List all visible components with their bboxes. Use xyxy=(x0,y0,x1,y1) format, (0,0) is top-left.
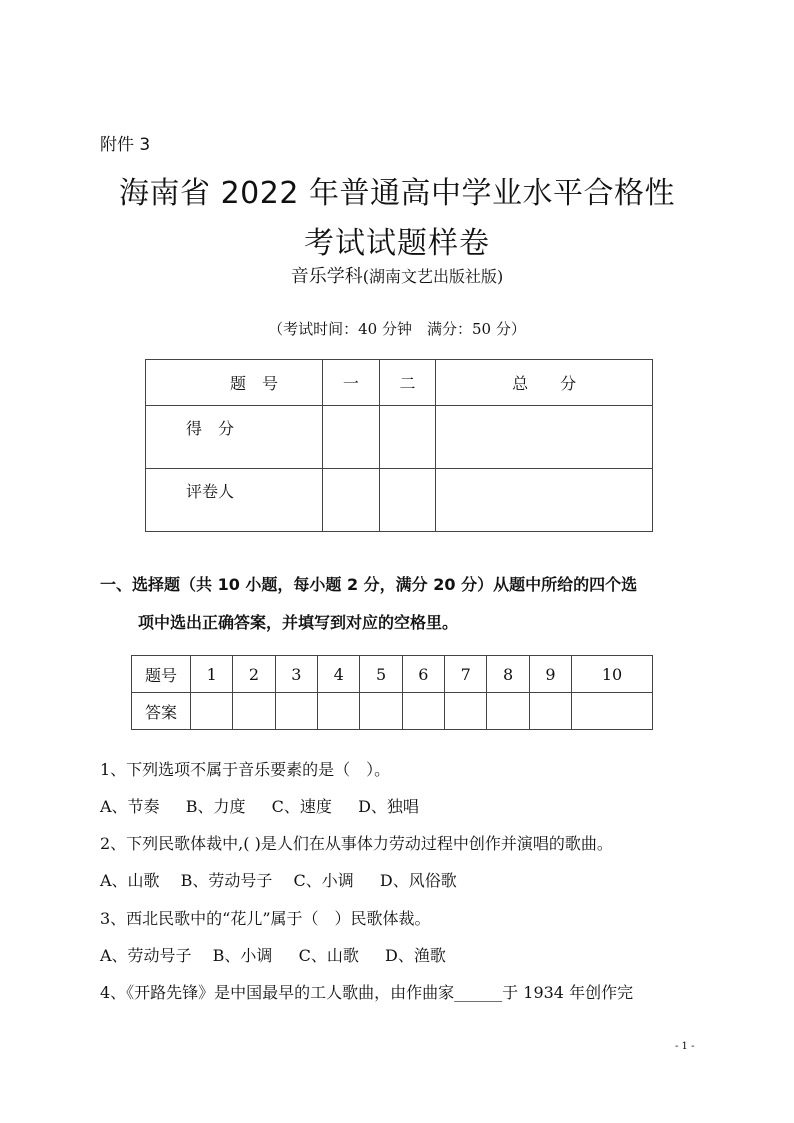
answer-cell[interactable] xyxy=(191,693,233,730)
attachment-label: 附件 3 xyxy=(100,135,151,155)
question-stem: 2、下列民歌体裁中,( )是人们在从事体力劳动过程中创作并演唱的歌曲。 xyxy=(100,834,613,853)
question-options: A、山歌 B、劳动号子 C、小调 D、风俗歌 xyxy=(100,871,457,890)
row-label: 评卷人 xyxy=(146,469,323,532)
answer-cell[interactable] xyxy=(402,693,444,730)
row-label: 答案 xyxy=(132,693,191,730)
header-cell: 总 分 xyxy=(436,360,653,406)
answer-cell[interactable] xyxy=(233,693,275,730)
score-table-header-row xyxy=(146,360,653,406)
answer-cell[interactable] xyxy=(275,693,317,730)
answer-cell[interactable] xyxy=(529,693,571,730)
publisher: (湖南文艺出版社版) xyxy=(362,267,504,286)
score-row xyxy=(146,406,653,469)
number-cell: 1 xyxy=(191,656,233,693)
answer-table-number-row xyxy=(132,656,653,693)
answer-cell[interactable] xyxy=(445,693,487,730)
section-heading-line: 项中选出正确答案，并填写到对应的空格里。 xyxy=(138,613,459,632)
score-cell[interactable] xyxy=(436,406,653,469)
score-cell[interactable] xyxy=(323,406,380,469)
answer-cell[interactable] xyxy=(487,693,529,730)
answer-cell[interactable] xyxy=(318,693,360,730)
number-cell: 7 xyxy=(445,656,487,693)
number-cell: 4 xyxy=(318,656,360,693)
score-cell[interactable] xyxy=(379,406,436,469)
subject-name: 音乐学科 xyxy=(290,266,363,287)
page-number: - 1 - xyxy=(675,1041,695,1052)
answer-table-answer-row xyxy=(132,693,653,730)
page-subtitle: 考试试题样卷 xyxy=(304,226,490,261)
number-cell: 8 xyxy=(487,656,529,693)
number-cell: 2 xyxy=(233,656,275,693)
grader-cell[interactable] xyxy=(323,469,380,532)
row-label: 题号 xyxy=(132,656,191,693)
exam-info: （考试时间：40 分钟 满分：50 分） xyxy=(268,320,526,338)
number-cell: 6 xyxy=(402,656,444,693)
question-options: A、节奏 B、力度 C、速度 D、独唱 xyxy=(100,797,419,816)
answer-cell[interactable] xyxy=(572,693,653,730)
grader-cell[interactable] xyxy=(379,469,436,532)
question-stem: 4、《开路先锋》是中国最早的工人歌曲，由作曲家______于 1934 年创作完 xyxy=(100,983,634,1002)
score-table xyxy=(145,359,653,532)
question-stem: 1、下列选项不属于音乐要素的是（ ）。 xyxy=(100,760,391,779)
number-cell: 9 xyxy=(529,656,571,693)
answer-cell[interactable] xyxy=(360,693,402,730)
section-heading-line: 一、选择题（共 10 小题，每小题 2 分，满分 20 分）从题中所给的四个选 xyxy=(100,575,638,594)
number-cell: 3 xyxy=(275,656,317,693)
section-heading xyxy=(100,566,710,642)
number-cell: 5 xyxy=(360,656,402,693)
answer-table xyxy=(131,655,653,730)
grader-row xyxy=(146,469,653,532)
header-cell: 题 号 xyxy=(146,360,323,406)
number-cell: 10 xyxy=(572,656,653,693)
question-stem: 3、西北民歌中的“花儿”属于（ ）民歌体裁。 xyxy=(100,909,431,928)
row-label: 得 分 xyxy=(146,406,323,469)
subject-line xyxy=(0,262,794,288)
header-cell: 二 xyxy=(379,360,436,406)
grader-cell[interactable] xyxy=(436,469,653,532)
question-options: A、劳动号子 B、小调 C、山歌 D、渔歌 xyxy=(100,946,446,965)
header-cell: 一 xyxy=(323,360,380,406)
page-title: 海南省 2022 年普通高中学业水平合格性 xyxy=(119,176,675,211)
